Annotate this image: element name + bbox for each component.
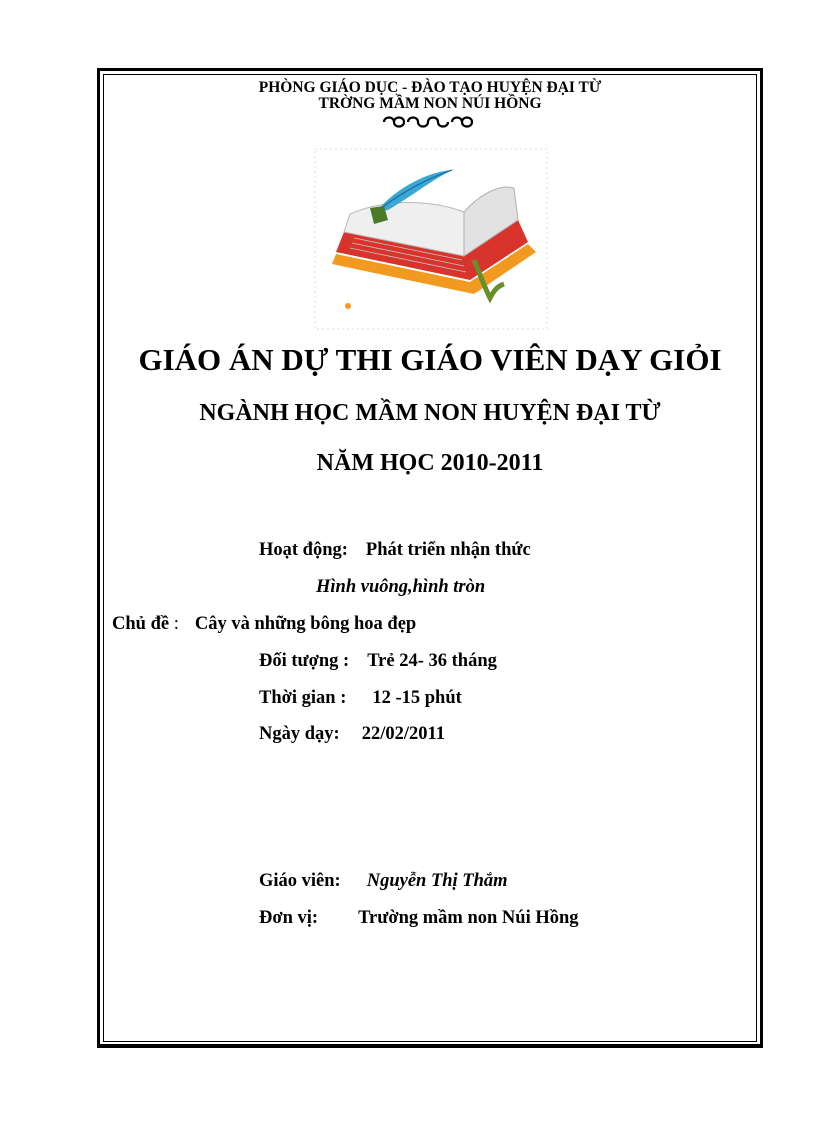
- document-subtitle: NGÀNH HỌC MẦM NON HUYỆN ĐẠI TỪ: [199, 400, 661, 426]
- audience-label: Đối tượng :: [259, 651, 350, 671]
- topic-colon: :: [169, 614, 179, 634]
- unit-label: Đơn vị:: [259, 908, 319, 928]
- topic-label: Chủ đề: [112, 614, 170, 634]
- audience-value: Trẻ 24- 36 tháng: [367, 651, 497, 671]
- unit-value: Trường mầm non Núi Hồng: [358, 908, 579, 928]
- topic-value: Cây và những bông hoa đẹp: [194, 614, 417, 634]
- topic-row: [112, 612, 416, 636]
- audience-row: [259, 649, 497, 673]
- activity-row: [259, 538, 531, 562]
- decorative-divider-ornament-icon: [380, 114, 476, 130]
- duration-label: Thời gian :: [259, 688, 347, 708]
- unit-row: [259, 906, 579, 930]
- date-row: [259, 722, 445, 746]
- header-school: TRỜNG MẦM NON NÚI HỒNG: [318, 95, 542, 112]
- date-value: 22/02/2011: [361, 724, 445, 744]
- teacher-name: Nguyễn Thị Thắm: [366, 871, 508, 891]
- document-title: GIÁO ÁN DỰ THI GIÁO VIÊN DẠY GIỎI: [138, 342, 722, 377]
- duration-row: [259, 686, 462, 710]
- activity-label: Hoạt động:: [259, 540, 348, 560]
- open-book-with-quill-pen-icon: [314, 148, 548, 330]
- school-year: NĂM HỌC 2010-2011: [316, 450, 544, 476]
- teacher-label: Giáo viên:: [259, 871, 341, 891]
- activity-value: Phát triển nhận thức: [365, 540, 531, 560]
- date-label: Ngày dạy:: [259, 724, 340, 744]
- lesson-title: Hình vuông,hình tròn: [316, 577, 486, 597]
- teacher-row: [259, 869, 508, 893]
- header-department: PHÒNG GIÁO DỤC - ĐÀO TẠO HUYỆN ĐẠI TỪ: [258, 79, 602, 96]
- duration-value: 12 -15 phút: [372, 688, 462, 708]
- page-border-foot: [97, 1044, 763, 1048]
